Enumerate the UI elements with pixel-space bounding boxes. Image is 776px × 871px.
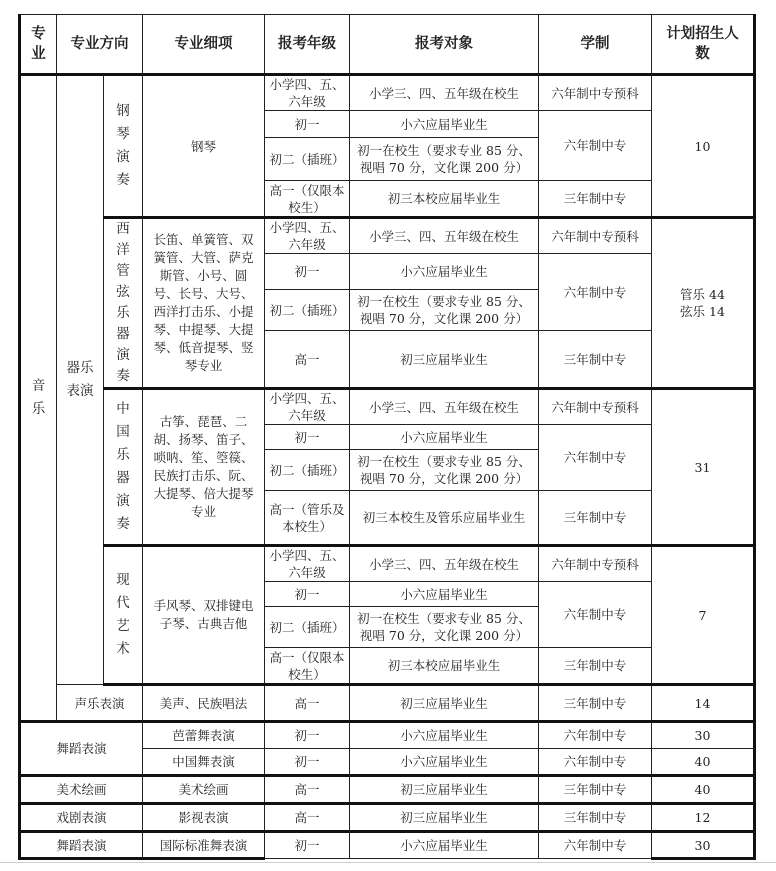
quota-cell: 40 <box>652 749 755 776</box>
target-cell: 小六应届毕业生 <box>350 425 539 450</box>
target-cell: 初一在校生（要求专业 85 分、视唱 70 分，文化课 200 分） <box>350 290 539 331</box>
quota-cell: 31 <box>652 389 755 546</box>
target-cell: 初一在校生（要求专业 85 分、视唱 70 分，文化课 200 分） <box>350 450 539 491</box>
system-cell: 六年制中专预科 <box>539 389 652 425</box>
detail-cell: 国际标准舞表演 <box>143 832 265 859</box>
target-cell: 初三本校应届毕业生 <box>350 648 539 685</box>
detail-cell: 影视表演 <box>143 804 265 832</box>
system-cell: 三年制中专 <box>539 776 652 804</box>
table-row <box>20 685 755 722</box>
system-cell: 六年制中专 <box>539 254 652 331</box>
target-cell: 小六应届毕业生 <box>350 722 539 749</box>
quota-cell: 40 <box>652 776 755 804</box>
system-cell: 六年制中专 <box>539 832 652 859</box>
target-cell: 初三本校应届毕业生 <box>350 181 539 218</box>
page-bottom-divider <box>0 862 776 863</box>
system-cell: 三年制中专 <box>539 491 652 546</box>
quota-cell: 7 <box>652 546 755 685</box>
target-cell: 初三应届毕业生 <box>350 331 539 389</box>
table-row <box>20 722 755 749</box>
direction-vocal: 声乐表演 <box>57 685 143 722</box>
detail-modern: 手风琴、双排键电子琴、古典吉他 <box>143 546 265 685</box>
table-row <box>20 832 755 859</box>
target-cell: 初三本校生及管乐应届毕业生 <box>350 491 539 546</box>
system-cell: 六年制中专 <box>539 425 652 491</box>
header-system: 学制 <box>539 15 652 75</box>
header-detail: 专业细项 <box>143 15 265 75</box>
direction-cell: 舞蹈表演 <box>20 832 143 859</box>
table-row <box>20 776 755 804</box>
quota-wind: 管乐 44 <box>680 287 725 302</box>
table-row <box>20 389 755 425</box>
header-row <box>20 15 755 75</box>
target-cell: 初一在校生（要求专业 85 分、视唱 70 分，文化课 200 分） <box>350 138 539 181</box>
sub-direction-piano: 钢 琴 演 奏 <box>104 75 143 218</box>
major-music: 音 乐 <box>20 75 57 722</box>
grade-cell: 小学四、五、六年级 <box>265 218 350 254</box>
grade-cell: 高一 <box>265 331 350 389</box>
direction-cell: 美术绘画 <box>20 776 143 804</box>
target-cell: 小六应届毕业生 <box>350 111 539 138</box>
system-cell: 三年制中专 <box>539 648 652 685</box>
target-cell: 初一在校生（要求专业 85 分、视唱 70 分，文化课 200 分） <box>350 607 539 648</box>
sub-direction-chinese: 中 国 乐 器 演 奏 <box>104 389 143 546</box>
detail-western: 长笛、单簧管、双簧管、大管、萨克斯管、小号、圆号、长号、大号、西洋打击乐、小提琴、中提琴、大提琴、低音提琴、竖琴专业 <box>143 218 265 389</box>
grade-cell: 高一 <box>265 776 350 804</box>
system-cell: 六年制中专预科 <box>539 218 652 254</box>
direction-instrumental: 器乐 表演 <box>57 75 104 685</box>
grade-cell: 初二（插班） <box>265 290 350 331</box>
quota-cell: 14 <box>652 685 755 722</box>
grade-cell: 初一 <box>265 749 350 776</box>
header-quota: 计划招生人数 <box>652 15 755 75</box>
target-cell: 初三应届毕业生 <box>350 804 539 832</box>
grade-cell: 初一 <box>265 582 350 607</box>
grade-cell: 初一 <box>265 254 350 290</box>
system-cell: 六年制中专预科 <box>539 75 652 111</box>
grade-cell: 小学四、五、六年级 <box>265 75 350 111</box>
enrollment-table <box>18 14 756 860</box>
table-row <box>20 804 755 832</box>
system-cell: 六年制中专预科 <box>539 546 652 582</box>
grade-cell: 初一 <box>265 425 350 450</box>
grade-cell: 高一（仅限本校生） <box>265 648 350 685</box>
target-cell: 小六应届毕业生 <box>350 832 539 859</box>
quota-cell <box>652 218 755 389</box>
target-cell: 小学三、四、五年级在校生 <box>350 389 539 425</box>
grade-cell: 小学四、五、六年级 <box>265 546 350 582</box>
grade-cell: 高一（仅限本校生） <box>265 181 350 218</box>
sub-direction-modern: 现 代 艺 术 <box>104 546 143 685</box>
header-target: 报考对象 <box>350 15 539 75</box>
grade-cell: 初一 <box>265 722 350 749</box>
target-cell: 小六应届毕业生 <box>350 254 539 290</box>
grade-cell: 高一 <box>265 804 350 832</box>
target-cell: 小学三、四、五年级在校生 <box>350 75 539 111</box>
target-cell: 小六应届毕业生 <box>350 749 539 776</box>
detail-cell: 美术绘画 <box>143 776 265 804</box>
table-row <box>20 546 755 582</box>
system-cell: 六年制中专 <box>539 749 652 776</box>
detail-chinese: 古筝、琵琶、二胡、扬琴、笛子、唢呐、笙、箜篌、民族打击乐、阮、大提琴、倍大提琴专业 <box>143 389 265 546</box>
grade-cell: 初一 <box>265 832 350 859</box>
grade-cell: 高一 <box>265 685 350 722</box>
quota-cell: 30 <box>652 832 755 859</box>
target-cell: 初三应届毕业生 <box>350 776 539 804</box>
quota-cell: 30 <box>652 722 755 749</box>
system-cell: 三年制中专 <box>539 685 652 722</box>
grade-cell: 初二（插班） <box>265 138 350 181</box>
detail-vocal: 美声、民族唱法 <box>143 685 265 722</box>
grade-cell: 初二（插班） <box>265 607 350 648</box>
detail-piano: 钢琴 <box>143 75 265 218</box>
direction-cell: 戏剧表演 <box>20 804 143 832</box>
quota-cell: 12 <box>652 804 755 832</box>
target-cell: 小学三、四、五年级在校生 <box>350 546 539 582</box>
grade-cell: 小学四、五、六年级 <box>265 389 350 425</box>
quota-cell: 10 <box>652 75 755 218</box>
system-cell: 三年制中专 <box>539 181 652 218</box>
grade-cell: 高一（管乐及本校生） <box>265 491 350 546</box>
detail-cell: 芭蕾舞表演 <box>143 722 265 749</box>
table-row <box>20 218 755 254</box>
target-cell: 小学三、四、五年级在校生 <box>350 218 539 254</box>
table-row <box>20 75 755 111</box>
system-cell: 六年制中专 <box>539 582 652 648</box>
header-grade: 报考年级 <box>265 15 350 75</box>
target-cell: 小六应届毕业生 <box>350 582 539 607</box>
system-cell: 三年制中专 <box>539 331 652 389</box>
target-cell: 初三应届毕业生 <box>350 685 539 722</box>
sub-direction-western: 西 洋 管 弦 乐 器 演 奏 <box>104 218 143 389</box>
system-cell: 六年制中专 <box>539 111 652 181</box>
quota-string: 弦乐 14 <box>680 304 725 319</box>
grade-cell: 初一 <box>265 111 350 138</box>
grade-cell: 初二（插班） <box>265 450 350 491</box>
detail-cell: 中国舞表演 <box>143 749 265 776</box>
system-cell: 三年制中专 <box>539 804 652 832</box>
system-cell: 六年制中专 <box>539 722 652 749</box>
header-direction: 专业方向 <box>57 15 143 75</box>
header-major: 专 业 <box>20 15 57 75</box>
direction-dance: 舞蹈表演 <box>20 722 143 776</box>
